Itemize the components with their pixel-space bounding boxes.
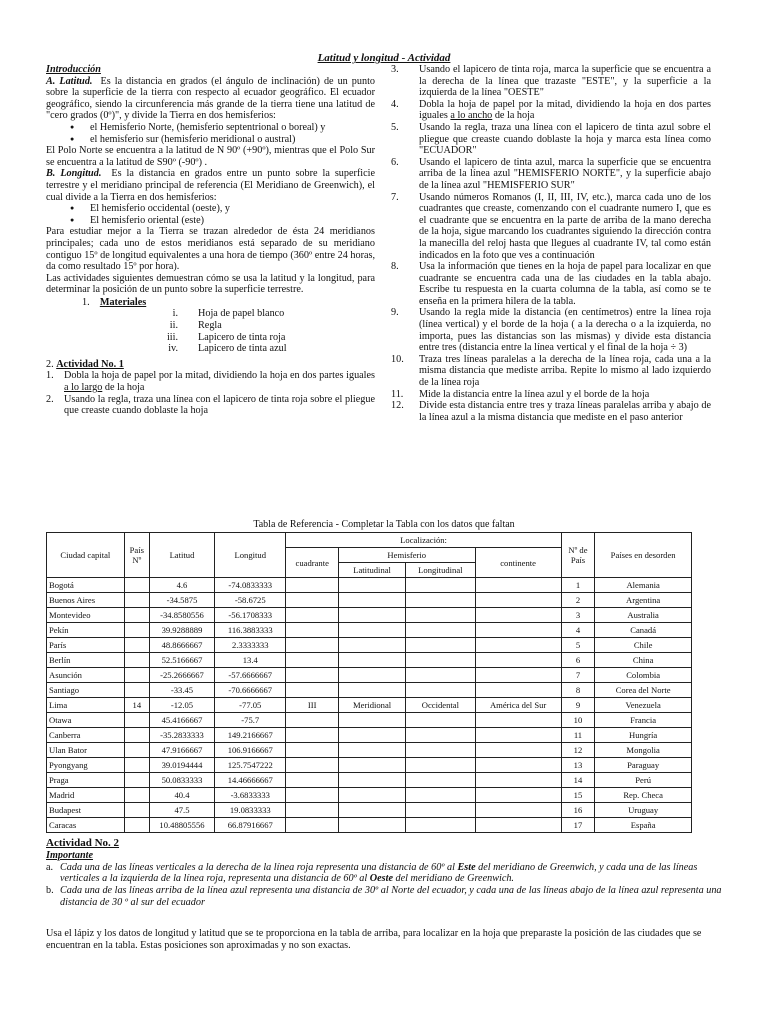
- cell-hemi-lat: [338, 578, 405, 593]
- cell-cuadrante: [286, 773, 339, 788]
- cell-hemi-lon: [406, 593, 475, 608]
- cell-lat: 50.0833333: [149, 773, 214, 788]
- cell-continente: [475, 593, 561, 608]
- cell-city: Pyongyang: [47, 758, 125, 773]
- list-item: i. Hoja de papel blanco: [172, 308, 285, 320]
- cell-lon: -58.6725: [215, 593, 286, 608]
- cell-pais: [124, 803, 149, 818]
- cell-no-pais: 1: [561, 578, 595, 593]
- cell-pais: [124, 668, 149, 683]
- cell-desorden: España: [595, 818, 692, 833]
- cell-cuadrante: [286, 653, 339, 668]
- actividad1-heading: 2. Actividad No. 1: [46, 358, 124, 370]
- cell-lat: -12.05: [149, 698, 214, 713]
- cell-lon: 2.3333333: [215, 638, 286, 653]
- cell-hemi-lon: [406, 818, 475, 833]
- cell-hemi-lon: [406, 683, 475, 698]
- cell-hemi-lat: [338, 683, 405, 698]
- cell-pais: [124, 638, 149, 653]
- cell-pais: [124, 713, 149, 728]
- cell-continente: [475, 728, 561, 743]
- cell-lat: 39.9288889: [149, 623, 214, 638]
- cell-city: Budapest: [47, 803, 125, 818]
- cell-city: Canberra: [47, 728, 125, 743]
- cell-lat: 47.5: [149, 803, 214, 818]
- cell-hemi-lon: [406, 608, 475, 623]
- cell-no-pais: 7: [561, 668, 595, 683]
- cell-continente: América del Sur: [475, 698, 561, 713]
- cell-continente: [475, 788, 561, 803]
- cell-desorden: Chile: [595, 638, 692, 653]
- cell-pais: [124, 593, 149, 608]
- cell-desorden: China: [595, 653, 692, 668]
- table-row: [47, 818, 692, 833]
- cell-desorden: Corea del Norte: [595, 683, 692, 698]
- cell-hemi-lon: [406, 743, 475, 758]
- cell-city: Montevideo: [47, 608, 125, 623]
- actividad2: [46, 838, 726, 909]
- cell-pais: [124, 608, 149, 623]
- cell-city: Caracas: [47, 818, 125, 833]
- cell-lat: 45.4166667: [149, 713, 214, 728]
- longitud-paragraph: B. Longitud. Es la distancia en grados entre un punto sobre la superficie terrestre y el meridiano principal de referencia (El Meridiano de Greenwich), el cual divide a la Tierra en dos hemisferios:: [46, 168, 376, 203]
- table-row: [47, 623, 692, 638]
- cell-cuadrante: [286, 623, 339, 638]
- cell-no-pais: 3: [561, 608, 595, 623]
- cell-lat: -33.45: [149, 683, 214, 698]
- cell-hemi-lat: [338, 803, 405, 818]
- cell-city: Pekín: [47, 623, 125, 638]
- cell-city: Ulan Bator: [47, 743, 125, 758]
- cell-hemi-lon: [406, 803, 475, 818]
- cell-desorden: Alemania: [595, 578, 692, 593]
- cell-lat: 10.48805556: [149, 818, 214, 833]
- list-item: 11. Mide la distancia entre la línea azul y el borde de la hoja: [391, 388, 650, 400]
- cell-no-pais: 4: [561, 623, 595, 638]
- cell-lat: 47.9166667: [149, 743, 214, 758]
- actividad2-heading: Actividad No. 2: [46, 837, 120, 849]
- cell-cuadrante: [286, 803, 339, 818]
- header-desorden: Países en desorden: [595, 533, 692, 578]
- cell-no-pais: 8: [561, 683, 595, 698]
- table-row: [47, 638, 692, 653]
- cell-lon: -70.6666667: [215, 683, 286, 698]
- cell-pais: [124, 788, 149, 803]
- cell-lat: -35.2833333: [149, 728, 214, 743]
- cell-desorden: Uruguay: [595, 803, 692, 818]
- header-longitudinal: Longitudinal: [406, 563, 475, 578]
- cell-city: Madrid: [47, 788, 125, 803]
- cell-desorden: Rep. Checa: [595, 788, 692, 803]
- table-row: [47, 578, 692, 593]
- cell-continente: [475, 623, 561, 638]
- cell-cuadrante: III: [286, 698, 339, 713]
- table-row: [47, 653, 692, 668]
- cell-desorden: Canadá: [595, 623, 692, 638]
- cell-hemi-lat: [338, 593, 405, 608]
- cell-cuadrante: [286, 743, 339, 758]
- cell-city: Bogotá: [47, 578, 125, 593]
- cell-lon: -56.1708333: [215, 608, 286, 623]
- list-item: 5. Usando la regla, traza una línea con el lapicero de tinta azul sobre el pliegue que creaste cuando doblaste la hoja y marca esta línea como "ECUADOR": [391, 121, 711, 157]
- list-item: 8. Usa la información que tienes en la hoja de papel para localizar en que cuadrante se encuentra cada una de las ciudades en la tabla abajo. Escribe tu respuesta en la cuarta columna de la tabla, así como se te enseña en la primera hilera de la tabla.: [391, 261, 711, 307]
- list-item: 10. Traza tres líneas paralelas a la derecha de la línea roja, cada una a la misma distancia que mediste arriba. Repite lo mismo al lado izquierdo de la línea roja: [391, 353, 711, 389]
- cell-continente: [475, 773, 561, 788]
- cell-no-pais: 10: [561, 713, 595, 728]
- cell-city: Asunción: [47, 668, 125, 683]
- importante-list: [46, 862, 726, 909]
- cell-city: Lima: [47, 698, 125, 713]
- cell-continente: [475, 803, 561, 818]
- materiales-list: [46, 308, 375, 354]
- cell-hemi-lon: [406, 728, 475, 743]
- table-row: [47, 728, 692, 743]
- cell-lon: 14.46666667: [215, 773, 286, 788]
- cell-cuadrante: [286, 578, 339, 593]
- cell-hemi-lat: [338, 623, 405, 638]
- cell-hemi-lon: [406, 758, 475, 773]
- table-row: [47, 698, 692, 713]
- cell-hemi-lon: [406, 653, 475, 668]
- cell-lat: -25.2666667: [149, 668, 214, 683]
- cell-desorden: Paraguay: [595, 758, 692, 773]
- cell-lat: -34.5875: [149, 593, 214, 608]
- header-latitudinal: Latitudinal: [338, 563, 405, 578]
- list-item: iv. Lapicero de tinta azul: [168, 343, 287, 355]
- cell-cuadrante: [286, 713, 339, 728]
- cell-hemi-lat: [338, 788, 405, 803]
- cell-lon: 106.9166667: [215, 743, 286, 758]
- cell-city: París: [47, 638, 125, 653]
- cell-cuadrante: [286, 728, 339, 743]
- cell-no-pais: 5: [561, 638, 595, 653]
- materiales-heading: 1. Materiales: [82, 296, 147, 308]
- table-row: [47, 593, 692, 608]
- steps-list: [391, 64, 711, 423]
- cell-city: Berlín: [47, 653, 125, 668]
- cell-lon: -74.0833333: [215, 578, 286, 593]
- cell-no-pais: 17: [561, 818, 595, 833]
- header-longitud: Longitud: [215, 533, 286, 578]
- cell-hemi-lon: [406, 578, 475, 593]
- cell-pais: [124, 578, 149, 593]
- cell-lon: -77.05: [215, 698, 286, 713]
- list-item: 9. Usando la regla mide la distancia (en centímetros) entre la línea roja (línea vertical) y el borde de la hoja ( a la derecha o a la izquierda, no importa, pues las distancias son las mismas) y divide esta distancia entre tres (distancia entre la línea vertical y el final de la hoja ÷ 3): [391, 307, 711, 354]
- cell-hemi-lon: [406, 788, 475, 803]
- cell-hemi-lon: [406, 623, 475, 638]
- header-continente: continente: [475, 548, 561, 578]
- header-city: Ciudad capital: [47, 533, 125, 578]
- cell-lon: 19.0833333: [215, 803, 286, 818]
- cell-no-pais: 2: [561, 593, 595, 608]
- cell-lon: -75.7: [215, 713, 286, 728]
- list-item: a. Cada una de las líneas verticales a la derecha de la línea roja representa una distancia de 60º al Este del meridiano de Greenwich, y cada una de las líneas verticales a la izquierda de la línea roja, representa una distancia de 60º al Oeste del meridiano de Greenwich.: [46, 861, 698, 885]
- cell-hemi-lat: [338, 638, 405, 653]
- header-cuadrante: cuadrante: [286, 548, 339, 578]
- cell-continente: [475, 668, 561, 683]
- cell-cuadrante: [286, 638, 339, 653]
- cell-hemi-lat: [338, 608, 405, 623]
- list-item: 3. Usando el lapicero de tinta roja, marca la superficie que se encuentra a la derecha de la línea que trazaste "ESTE", y la superficie a la izquierda de la línea "OESTE": [391, 64, 711, 99]
- cell-no-pais: 6: [561, 653, 595, 668]
- cell-pais: [124, 653, 149, 668]
- cell-desorden: Mongolia: [595, 743, 692, 758]
- cell-no-pais: 14: [561, 773, 595, 788]
- cell-hemi-lon: Occidental: [406, 698, 475, 713]
- table-row: [47, 773, 692, 788]
- cell-continente: [475, 608, 561, 623]
- header-hemisferio: Hemisferio: [338, 548, 475, 563]
- cell-pais: [124, 623, 149, 638]
- cell-hemi-lon: [406, 638, 475, 653]
- hemisferios-lon-list: [46, 203, 375, 226]
- list-item: 6. Usando el lapicero de tinta azul, marca la superficie que se encuentra arriba de la línea azul "HEMISFERIO NORTE", y la superficie abajo de la línea azul "HEMISFERIO SUR": [391, 156, 711, 191]
- cell-cuadrante: [286, 758, 339, 773]
- cell-hemi-lat: Meridional: [338, 698, 405, 713]
- cell-pais: [124, 758, 149, 773]
- cell-pais: [124, 743, 149, 758]
- list-item: 2. Usando la regla, traza una línea con el lapicero de tinta roja sobre el pliegue que creaste cuando doblaste la hoja: [46, 393, 375, 417]
- cell-lon: 125.7547222: [215, 758, 286, 773]
- cell-city: Praga: [47, 773, 125, 788]
- cell-no-pais: 11: [561, 728, 595, 743]
- cell-no-pais: 9: [561, 698, 595, 713]
- cell-hemi-lon: [406, 713, 475, 728]
- cell-lat: 52.5166667: [149, 653, 214, 668]
- cell-lon: -57.6666667: [215, 668, 286, 683]
- cell-no-pais: 12: [561, 743, 595, 758]
- cell-desorden: Perú: [595, 773, 692, 788]
- importante-heading: Importante: [46, 849, 93, 861]
- cell-continente: [475, 713, 561, 728]
- table-row: [47, 683, 692, 698]
- table-row: [47, 803, 692, 818]
- header-latitud: Latitud: [149, 533, 214, 578]
- cell-hemi-lat: [338, 728, 405, 743]
- cell-hemi-lat: [338, 818, 405, 833]
- meridianos-paragraph: Para estudiar mejor a la Tierra se trazan alrededor de ésta 24 meridianos principales; cada uno de estos meridianos está separado de su meridiano contiguo 15º de longitud equivalentes a una hora de tiempo (360º entre 24 horas, da como resultado 15º por hora).: [46, 226, 375, 273]
- cell-cuadrante: [286, 593, 339, 608]
- cell-desorden: Argentina: [595, 593, 692, 608]
- cell-desorden: Australia: [595, 608, 692, 623]
- list-item: 12. Divide esta distancia entre tres y traza líneas paralelas arriba y abajo de la línea azul a la misma distancia que mediste en el paso anterior: [391, 400, 711, 423]
- cell-lon: 13.4: [215, 653, 286, 668]
- cell-lon: 66.87916667: [215, 818, 286, 833]
- table-row: [47, 758, 692, 773]
- cell-city: Santiago: [47, 683, 125, 698]
- header-no-pais: Nº de País: [561, 533, 595, 578]
- cell-no-pais: 15: [561, 788, 595, 803]
- cell-desorden: Venezuela: [595, 698, 692, 713]
- list-item: ii. Regla: [169, 320, 222, 332]
- right-column: [391, 64, 711, 423]
- list-item: b. Cada una de las líneas arriba de la línea azul representa una distancia de 30º al Norte del ecuador, y cada una de las líneas abajo de la línea azul representa una distancia de 30 º al sur del ecuador: [46, 885, 722, 908]
- list-item: 1. Dobla la hoja de papel por la mitad, dividiendo la hoja en dos partes iguales a lo largo de la hoja: [46, 370, 375, 394]
- latitud-paragraph: A. Latitud. Es la distancia en grados (el ángulo de inclinación) de un punto sobre la superficie de la tierra con respecto al ecuador geográfico. El ecuador geográfico, siendo la circunferencia más grande de la tierra tiene una latitud de "cero grados (0º)", y divide la Tierra en dos hemisferios:: [46, 75, 376, 122]
- cell-hemi-lat: [338, 653, 405, 668]
- list-item: ● El hemisferio oriental (este): [90, 215, 375, 227]
- closing-paragraph: Usa el lápiz y los datos de longitud y latitud que se te proporciona en la tabla de arriba, para localizar en la hoja que preparaste la posición de las ciudades que se encuentran en la tabla. Estas posiciones son aproximadas y no son exactas.: [46, 928, 702, 951]
- cell-cuadrante: [286, 608, 339, 623]
- cell-lat: 40.4: [149, 788, 214, 803]
- cell-continente: [475, 818, 561, 833]
- cell-lat: 48.8666667: [149, 638, 214, 653]
- table-body: [47, 578, 692, 833]
- cell-cuadrante: [286, 683, 339, 698]
- cell-pais: [124, 683, 149, 698]
- intro-heading: Introducción: [46, 64, 101, 75]
- cell-hemi-lat: [338, 758, 405, 773]
- cell-continente: [475, 683, 561, 698]
- cell-desorden: Hungría: [595, 728, 692, 743]
- cell-desorden: Colombia: [595, 668, 692, 683]
- reference-table: [46, 532, 692, 833]
- list-item: 4. Dobla la hoja de papel por la mitad, dividiendo la hoja en dos partes iguales a lo ancho de la hoja: [391, 98, 711, 122]
- cell-lat: 4.6: [149, 578, 214, 593]
- hemisferios-lat-list: [46, 122, 375, 145]
- cell-pais: 14: [124, 698, 149, 713]
- cell-continente: [475, 578, 561, 593]
- table-row: [47, 668, 692, 683]
- cell-continente: [475, 743, 561, 758]
- cell-cuadrante: [286, 788, 339, 803]
- list-item: ● el Hemisferio Norte, (hemisferio septentrional o boreal) y: [90, 122, 375, 134]
- cell-hemi-lat: [338, 668, 405, 683]
- cell-hemi-lat: [338, 713, 405, 728]
- cell-hemi-lat: [338, 773, 405, 788]
- cell-cuadrante: [286, 668, 339, 683]
- header-localizacion: Localización:: [286, 533, 561, 548]
- list-item: ● El hemisferio occidental (oeste), y: [90, 203, 375, 215]
- cell-no-pais: 13: [561, 758, 595, 773]
- table-caption: Tabla de Referencia - Completar la Tabla con los datos que faltan: [253, 519, 515, 530]
- cell-lat: 39.0194444: [149, 758, 214, 773]
- actividad1-steps: [46, 370, 375, 416]
- cell-lon: 116.3883333: [215, 623, 286, 638]
- polos-paragraph: El Polo Norte se encuentra a la latitud de N 90º (+90º), mientras que el Polo Sur se encuentra a la latitud de S90º (-90º) .: [46, 145, 375, 168]
- cell-pais: [124, 728, 149, 743]
- table-row: [47, 713, 692, 728]
- cell-hemi-lon: [406, 668, 475, 683]
- list-item: iii. Lapicero de tinta roja: [166, 331, 286, 343]
- list-item: 7. Usando números Romanos (I, II, III, IV, etc.), marca cada uno de los cuadrantes que creaste, comenzando con el cuadrante numero I, que es el cuadrante que se encuentra en la parte de arriba de la mano derecha de la hoja, sigue marcando los cuadrantes siguiendo la dirección contra la manecilla del reloj hasta que llegues al cuadrante IV, tal como están indicados en la foto que ves a continuación: [391, 191, 711, 261]
- page-title: Latitud y longitud - Actividad: [317, 52, 451, 64]
- cell-hemi-lat: [338, 743, 405, 758]
- list-item: ● el hemisferio sur (hemisferio meridional o austral): [90, 134, 375, 146]
- cell-no-pais: 16: [561, 803, 595, 818]
- actividades-paragraph: Las actividades siguientes demuestran cómo se usa la latitud y la longitud, para determinar la posición de un punto sobre la superficie terrestre.: [46, 272, 375, 296]
- table-row: [47, 608, 692, 623]
- cell-pais: [124, 773, 149, 788]
- header-pais: País Nº: [124, 533, 149, 578]
- table-row: [47, 743, 692, 758]
- cell-cuadrante: [286, 818, 339, 833]
- cell-lat: -34.8580556: [149, 608, 214, 623]
- cell-hemi-lon: [406, 773, 475, 788]
- cell-pais: [124, 818, 149, 833]
- cell-city: Buenos Aires: [47, 593, 125, 608]
- left-column: [46, 64, 375, 417]
- cell-city: Otawa: [47, 713, 125, 728]
- table-row: [47, 788, 692, 803]
- cell-lon: -3.6833333: [215, 788, 286, 803]
- cell-continente: [475, 638, 561, 653]
- cell-continente: [475, 653, 561, 668]
- cell-lon: 149.2166667: [215, 728, 286, 743]
- cell-desorden: Francia: [595, 713, 692, 728]
- cell-continente: [475, 758, 561, 773]
